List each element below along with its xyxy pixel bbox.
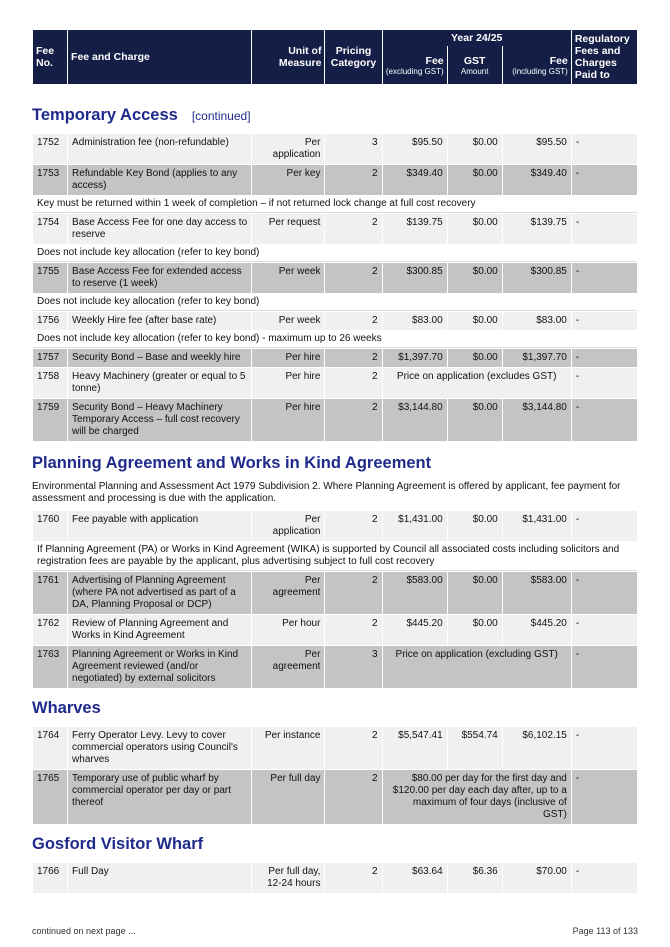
regulatory-fee: - bbox=[572, 511, 637, 541]
gosford-wharf-table bbox=[32, 862, 638, 894]
unit-of-measure: Per hour bbox=[252, 615, 324, 645]
gst-amount: $6.36 bbox=[448, 863, 502, 893]
fee-note: Does not include key allocation (refer to key bond) - maximum up to 26 weeks bbox=[33, 331, 637, 348]
fee-excl-gst: $139.75 bbox=[383, 214, 447, 244]
gst-amount: $0.00 bbox=[448, 312, 502, 330]
header-unit-of-measure: Unit of Measure bbox=[252, 30, 324, 84]
gst-amount: $0.00 bbox=[448, 134, 502, 164]
table-row bbox=[33, 134, 637, 164]
regulatory-fee: - bbox=[572, 727, 637, 769]
regulatory-fee: - bbox=[572, 368, 637, 398]
fee-no: 1760 bbox=[33, 511, 67, 541]
fee-no: 1766 bbox=[33, 863, 67, 893]
header-fee-excl bbox=[383, 46, 447, 84]
table-row bbox=[33, 615, 637, 645]
fee-incl-gst: $83.00 bbox=[503, 312, 571, 330]
header-gst-label: GST bbox=[463, 54, 486, 67]
fee-description: Security Bond – Base and weekly hire bbox=[68, 349, 251, 367]
fee-description: Base Access Fee for extended access to reserve (1 week) bbox=[68, 263, 251, 293]
pricing-category: 2 bbox=[325, 263, 381, 293]
fee-excl-gst: $5,547.41 bbox=[383, 727, 447, 769]
fee-description: Advertising of Planning Agreement (where PA not advertised as part of a DA, Planning Proposal or DCP) bbox=[68, 572, 251, 614]
note-row bbox=[33, 196, 637, 213]
fee-note: If Planning Agreement (PA) or Works in Kind Agreement (WIKA) is supported by Council all associated costs including solicitors and registration fees are payable by the applicant, plus advertising subject to full cost recovery bbox=[33, 542, 637, 571]
gst-amount: $0.00 bbox=[448, 615, 502, 645]
fee-no: 1761 bbox=[33, 572, 67, 614]
note-row bbox=[33, 331, 637, 348]
unit-of-measure: Per application bbox=[252, 134, 324, 164]
fee-no: 1753 bbox=[33, 165, 67, 195]
continued-footer: continued on next page ... bbox=[32, 926, 136, 936]
pricing-category: 2 bbox=[325, 863, 381, 893]
unit-of-measure: Per key bbox=[252, 165, 324, 195]
pricing-category: 2 bbox=[325, 368, 381, 398]
table-row bbox=[33, 399, 637, 441]
fee-description: Ferry Operator Levy. Levy to cover commercial operators using Council's wharves bbox=[68, 727, 251, 769]
section-title-planning-agreement: Planning Agreement and Works in Kind Agreement bbox=[32, 454, 432, 472]
fee-description: Review of Planning Agreement and Works in Kind Agreement bbox=[68, 615, 251, 645]
fee-no: 1765 bbox=[33, 770, 67, 824]
price-on-application: Price on application (excluding GST) bbox=[383, 646, 571, 688]
fee-excl-gst: $95.50 bbox=[383, 134, 447, 164]
regulatory-fee: - bbox=[572, 646, 637, 688]
fee-description: Fee payable with application bbox=[68, 511, 251, 541]
header-year: Year 24/25 bbox=[383, 30, 571, 46]
header-fee-incl-label: Fee bbox=[549, 54, 568, 67]
price-description: $80.00 per day for the first day and $120.00 per day each day after, up to a maximum of four days (inclusive of GST) bbox=[383, 770, 571, 824]
regulatory-fee: - bbox=[572, 770, 637, 824]
continued-label: [continued] bbox=[191, 109, 251, 123]
page-number: Page 113 of 133 bbox=[572, 926, 638, 936]
temporary-access-table bbox=[32, 133, 638, 442]
header-fee-no: Fee No. bbox=[33, 30, 67, 84]
fee-incl-gst: $139.75 bbox=[503, 214, 571, 244]
header-fee-incl bbox=[503, 46, 571, 84]
unit-of-measure: Per agreement bbox=[252, 572, 324, 614]
pricing-category: 2 bbox=[325, 770, 381, 824]
table-row bbox=[33, 349, 637, 367]
unit-of-measure: Per hire bbox=[252, 399, 324, 441]
fee-no: 1756 bbox=[33, 312, 67, 330]
fee-incl-gst: $3,144.80 bbox=[503, 399, 571, 441]
planning-intro-text: Environmental Planning and Assessment Act 1979 Subdivision 2. Where Planning Agreement is offered by applicant, fee payment for assessment and processing is due with the application. bbox=[32, 481, 621, 504]
fee-excl-gst: $1,397.70 bbox=[383, 349, 447, 367]
pricing-category: 2 bbox=[325, 312, 381, 330]
gst-amount: $0.00 bbox=[448, 572, 502, 614]
pricing-category: 2 bbox=[325, 615, 381, 645]
pricing-category: 2 bbox=[325, 165, 381, 195]
fee-excl-gst: $300.85 bbox=[383, 263, 447, 293]
unit-of-measure: Per full day, 12-24 hours bbox=[252, 863, 324, 893]
wharves-table bbox=[32, 726, 638, 825]
price-on-application: Price on application (excludes GST) bbox=[383, 368, 571, 398]
fee-description: Base Access Fee for one day access to reserve bbox=[68, 214, 251, 244]
fee-excl-gst: $63.64 bbox=[383, 863, 447, 893]
table-row bbox=[33, 165, 637, 195]
unit-of-measure: Per full day bbox=[252, 770, 324, 824]
note-row bbox=[33, 294, 637, 311]
regulatory-fee: - bbox=[572, 399, 637, 441]
fee-no: 1757 bbox=[33, 349, 67, 367]
header-gst bbox=[448, 46, 502, 84]
fee-no: 1759 bbox=[33, 399, 67, 441]
regulatory-fee: - bbox=[572, 349, 637, 367]
regulatory-fee: - bbox=[572, 863, 637, 893]
fee-excl-gst: $445.20 bbox=[383, 615, 447, 645]
fee-description: Heavy Machinery (greater or equal to 5 tonne) bbox=[68, 368, 251, 398]
pricing-category: 2 bbox=[325, 349, 381, 367]
fee-note: Does not include key allocation (refer to key bond) bbox=[33, 294, 637, 311]
table-row bbox=[33, 263, 637, 293]
gst-amount: $554.74 bbox=[448, 727, 502, 769]
header-gst-sub: Amount bbox=[460, 66, 489, 76]
section-title-wharves: Wharves bbox=[32, 699, 101, 717]
planning-agreement-table bbox=[32, 510, 638, 689]
unit-of-measure: Per request bbox=[252, 214, 324, 244]
header-fee-incl-sub: (including GST) bbox=[512, 66, 568, 76]
fee-excl-gst: $83.00 bbox=[383, 312, 447, 330]
header-regulatory: Regulatory Fees and Charges Paid to bbox=[572, 30, 637, 84]
fee-incl-gst: $445.20 bbox=[503, 615, 571, 645]
gst-amount: $0.00 bbox=[448, 263, 502, 293]
regulatory-fee: - bbox=[572, 134, 637, 164]
note-row bbox=[33, 245, 637, 262]
section-title-gosford-visitor-wharf: Gosford Visitor Wharf bbox=[32, 835, 204, 853]
fee-excl-gst: $583.00 bbox=[383, 572, 447, 614]
gst-amount: $0.00 bbox=[448, 165, 502, 195]
fee-no: 1764 bbox=[33, 727, 67, 769]
fee-incl-gst: $583.00 bbox=[503, 572, 571, 614]
table-row bbox=[33, 770, 637, 824]
header-fee-excl-sub: (excluding GST) bbox=[385, 66, 444, 76]
fee-incl-gst: $6,102.15 bbox=[503, 727, 571, 769]
pricing-category: 2 bbox=[325, 214, 381, 244]
regulatory-fee: - bbox=[572, 572, 637, 614]
gst-amount: $0.00 bbox=[448, 214, 502, 244]
regulatory-fee: - bbox=[572, 165, 637, 195]
table-header bbox=[32, 30, 638, 84]
fee-excl-gst: $349.40 bbox=[383, 165, 447, 195]
unit-of-measure: Per instance bbox=[252, 727, 324, 769]
table-row bbox=[33, 863, 637, 893]
pricing-category: 3 bbox=[325, 646, 381, 688]
fee-incl-gst: $300.85 bbox=[503, 263, 571, 293]
pricing-category: 3 bbox=[325, 134, 381, 164]
fee-no: 1763 bbox=[33, 646, 67, 688]
fee-description: Security Bond – Heavy Machinery Temporary Access – full cost recovery will be charged bbox=[68, 399, 251, 441]
regulatory-fee: - bbox=[572, 312, 637, 330]
unit-of-measure: Per agreement bbox=[252, 646, 324, 688]
fee-description: Administration fee (non-refundable) bbox=[68, 134, 251, 164]
fee-incl-gst: $70.00 bbox=[503, 863, 571, 893]
regulatory-fee: - bbox=[572, 615, 637, 645]
fee-incl-gst: $349.40 bbox=[503, 165, 571, 195]
unit-of-measure: Per week bbox=[252, 263, 324, 293]
pricing-category: 2 bbox=[325, 511, 381, 541]
pricing-category: 2 bbox=[325, 572, 381, 614]
gst-amount: $0.00 bbox=[448, 399, 502, 441]
fee-description: Full Day bbox=[68, 863, 251, 893]
fee-description: Planning Agreement or Works in Kind Agreement reviewed (and/or negotiated) by external solicitors bbox=[68, 646, 251, 688]
fee-note: Key must be returned within 1 week of completion – if not returned lock change at full cost recovery bbox=[33, 196, 637, 213]
unit-of-measure: Per application bbox=[252, 511, 324, 541]
unit-of-measure: Per hire bbox=[252, 349, 324, 367]
fee-no: 1758 bbox=[33, 368, 67, 398]
gst-amount: $0.00 bbox=[448, 349, 502, 367]
fee-incl-gst: $1,397.70 bbox=[503, 349, 571, 367]
table-row bbox=[33, 727, 637, 769]
fee-excl-gst: $1,431.00 bbox=[383, 511, 447, 541]
gst-amount: $0.00 bbox=[448, 511, 502, 541]
note-row bbox=[33, 542, 637, 571]
header-fee-excl-label: Fee bbox=[425, 54, 444, 67]
fee-incl-gst: $95.50 bbox=[503, 134, 571, 164]
section-title-text: Temporary Access bbox=[32, 106, 178, 124]
fee-description: Temporary use of public wharf by commercial operator per day or part thereof bbox=[68, 770, 251, 824]
fee-note: Does not include key allocation (refer to key bond) bbox=[33, 245, 637, 262]
table-row bbox=[33, 312, 637, 330]
table-row bbox=[33, 214, 637, 244]
table-row bbox=[33, 368, 637, 398]
header-fee-and-charge: Fee and Charge bbox=[68, 30, 251, 84]
fee-no: 1754 bbox=[33, 214, 67, 244]
fee-description: Weekly Hire fee (after base rate) bbox=[68, 312, 251, 330]
fee-description: Refundable Key Bond (applies to any access) bbox=[68, 165, 251, 195]
pricing-category: 2 bbox=[325, 399, 381, 441]
section-title-temporary-access bbox=[32, 106, 638, 125]
fee-incl-gst: $1,431.00 bbox=[503, 511, 571, 541]
regulatory-fee: - bbox=[572, 214, 637, 244]
fee-excl-gst: $3,144.80 bbox=[383, 399, 447, 441]
table-row bbox=[33, 646, 637, 688]
fee-schedule-page bbox=[32, 30, 638, 894]
fee-no: 1762 bbox=[33, 615, 67, 645]
fee-no: 1752 bbox=[33, 134, 67, 164]
fee-no: 1755 bbox=[33, 263, 67, 293]
unit-of-measure: Per week bbox=[252, 312, 324, 330]
pricing-category: 2 bbox=[325, 727, 381, 769]
regulatory-fee: - bbox=[572, 263, 637, 293]
table-row bbox=[33, 511, 637, 541]
table-row bbox=[33, 572, 637, 614]
header-pricing-category: Pricing Category bbox=[325, 30, 381, 84]
unit-of-measure: Per hire bbox=[252, 368, 324, 398]
